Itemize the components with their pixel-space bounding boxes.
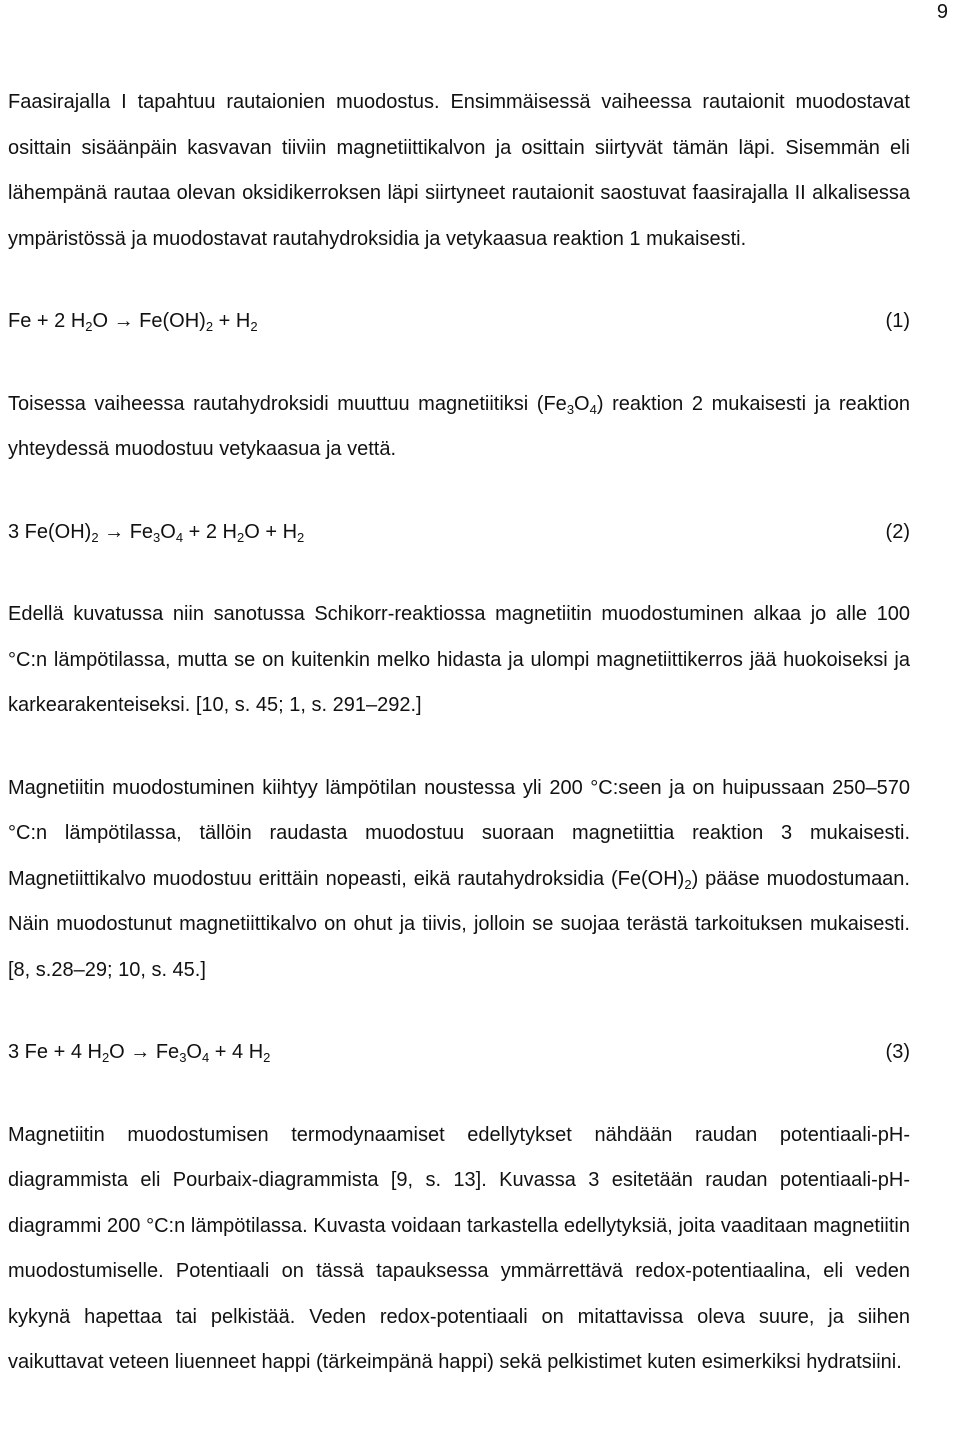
equation-2-formula: 3 $Fe(OH)_2 \to Fe_3O_4 + 2$ $H_2O + H_2$ [8,520,305,545]
paragraph-magnetite-acceleration: Magnetiitin muodostuminen kiihtyy lämpötilan noustessa yli 200 °C:seen ja on huipussaan 250–570 °C:n lämpötilassa, tällöin raudasta muodostuu suoraan magnetiittia reaktion 3 mukaisesti. Magnetiittikalvo muodostuu erittäin nopeasti, eikä rautahydroksidia $(Fe(OH)_2)$ pääse muodostumaan. Näin muodostunut magnetiittikalvo on ohut ja tiivis, jolloin se suojaa terästä tarkoituksen mukaisesti. [8, s.28–29; 10, s. 45.] [8,776,910,981]
document-body [8,80,910,1386]
equation-1-formula: Fe + 2 $H_2O \to Fe(OH)_2 + H_2$ [8,310,258,334]
equation-1 [8,299,910,345]
equation-3-number: (3) [885,1041,910,1063]
equation-3 [8,1030,910,1076]
paragraph-phase-boundary-1: Faasirajalla I tapahtuu rautaionien muodostus. Ensimmäisessä vaiheessa rautaionit muodostavat osittain sisäänpäin kasvavan tiiviin magnetiittikalvon ja osittain siirtyvät tämän läpi. Sisemmän eli lähempänä rautaa olevan oksidikerroksen läpi siirtyneet rautaionit saostuvat faasirajalla II alkalisessa ympäristössä ja muodostavat rautahydroksidia ja vetykaasua reaktion 1 mukaisesti. [8,91,910,250]
equation-1-number: (1) [885,310,910,332]
paragraph-schikorr-reaction: Edellä kuvatussa niin sanotussa Schikorr-reaktiossa magnetiitin muodostuminen alkaa jo alle 100 °C:n lämpötilassa, mutta se on kuitenkin melko hidasta ja ulompi magnetiittikerros jää huokoiseksi ja karkearakenteiseksi. [10, s. 45; 1, s. 291–292.] [8,603,910,716]
equation-2 [8,510,910,556]
equation-2-number: (2) [885,520,910,543]
paragraph-pourbaix-diagram: Magnetiitin muodostumisen termodynaamiset edellytykset nähdään raudan potentiaali-pH-diagrammista eli Pourbaix-diagrammista [9, s. 13]. Kuvassa 3 esitetään raudan potentiaali-pH-diagrammi 200 °C:n lämpötilassa. Kuvasta voidaan tarkastella edellytyksiä, joita vaaditaan magnetiitin muodostumiselle. Potentiaali on tässä tapauksessa ymmärrettävä redox-potentiaalina, eli veden kykynä hapettaa tai pelkistää. Veden redox-potentiaali on mitattavissa oleva suure, ja siihen vaikuttavat veteen liuenneet happi (tärkeimpänä happi) sekä pelkistimet kuten esimerkiksi hydratsiini. [8,1123,910,1373]
page-number: 9 [936,1,948,23]
paragraph-second-stage: Toisessa vaiheessa rautahydroksidi muuttuu magnetiitiksi $(Fe_3O_4)$ reaktion 2 mukaisesti ja reaktion yhteydessä muodostuu vetykaasua ja vettä. [8,392,910,460]
equation-3-formula: 3 Fe + 4 $H_2O \to Fe_3O_4 + 4$ $H_2$ [8,1041,271,1065]
